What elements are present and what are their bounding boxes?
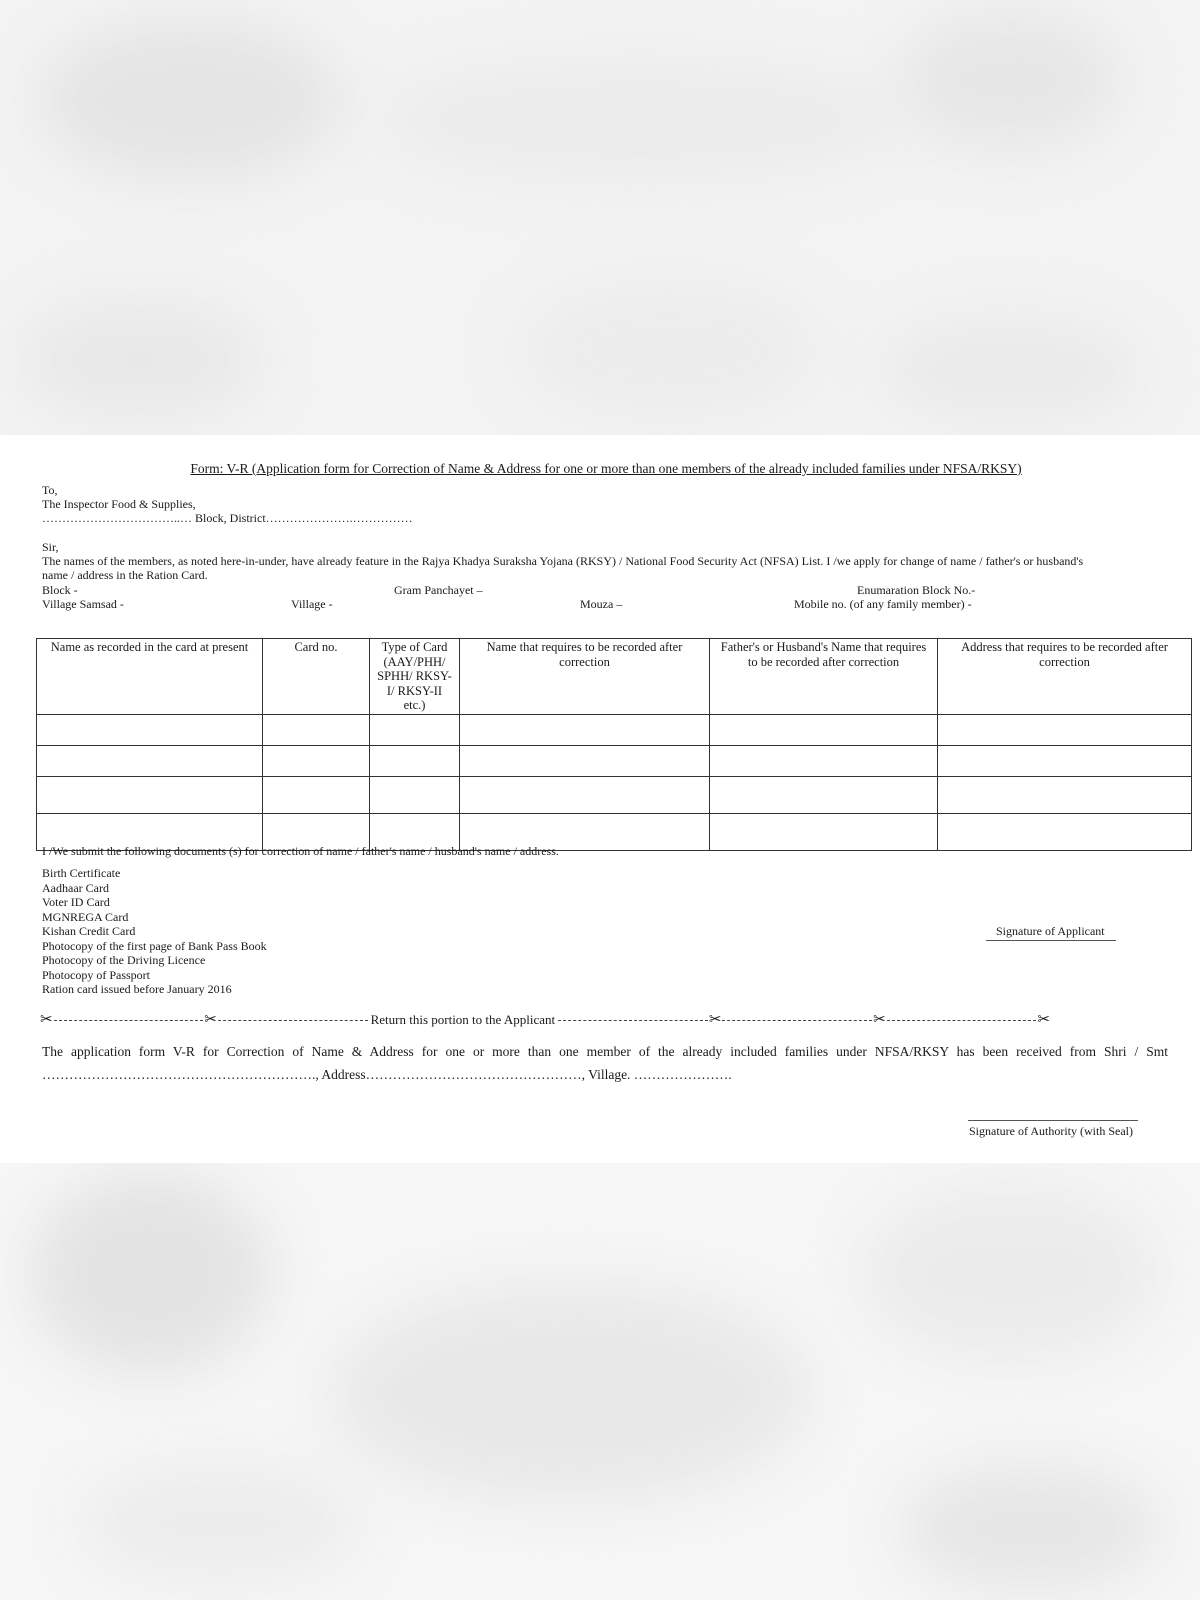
table-cell[interactable] — [710, 745, 938, 776]
cut-line — [40, 1012, 1050, 1028]
table-row — [37, 776, 1192, 813]
signature-applicant-label: Signature of Applicant — [996, 924, 1105, 938]
table-cell[interactable] — [710, 714, 938, 745]
receipt-paragraph — [42, 1040, 1168, 1086]
document-item-mgnrega: MGNREGA Card — [42, 910, 129, 924]
document-item-ration-card: Ration card issued before January 2016 — [42, 982, 232, 996]
blurred-footer-area — [0, 1163, 1200, 1600]
scissors-icon: ✂ — [204, 1012, 217, 1028]
signature-authority-label: Signature of Authority (with Seal) — [969, 1124, 1133, 1138]
table-cell[interactable] — [938, 714, 1192, 745]
field-mouza: Mouza – — [580, 597, 623, 611]
form-page — [0, 435, 1200, 1163]
table-cell[interactable] — [938, 776, 1192, 813]
receipt-line1: The application form V-R for Correction of Name & Address for one or more than one member of the already included families under NFSA/RKSY has been received from Shri / Smt — [42, 1044, 1168, 1059]
table-cell[interactable] — [460, 714, 710, 745]
field-enumeration-block: Enumaration Block No.- — [857, 583, 976, 597]
dashed-divider — [722, 1020, 872, 1021]
dashed-divider — [558, 1020, 708, 1021]
table-header-row — [37, 639, 1192, 715]
table-row — [37, 714, 1192, 745]
table-cell[interactable] — [370, 714, 460, 745]
table-cell[interactable] — [37, 714, 263, 745]
dashed-divider — [887, 1020, 1037, 1021]
table-cell[interactable] — [460, 745, 710, 776]
field-village: Village - — [291, 597, 333, 611]
table-cell[interactable] — [938, 813, 1192, 850]
authority-signature-line — [968, 1120, 1138, 1121]
address-to: To, — [42, 483, 58, 497]
block-district-line: ……………………………..… Block, District………………….…………… — [42, 511, 413, 525]
table-cell[interactable] — [938, 745, 1192, 776]
document-item-passport: Photocopy of Passport — [42, 968, 150, 982]
table-row — [37, 745, 1192, 776]
document-item-kishan-credit: Kishan Credit Card — [42, 924, 136, 938]
scissors-icon: ✂ — [40, 1012, 53, 1028]
table-cell[interactable] — [263, 776, 370, 813]
table-cell[interactable] — [37, 745, 263, 776]
blurred-header-area — [0, 0, 1200, 435]
field-block: Block - — [42, 583, 78, 597]
body-text-line2: name / address in the Ration Card. — [42, 568, 208, 582]
col-header-corrected-name: Name that requires to be recorded after correction — [460, 639, 710, 715]
scissors-icon: ✂ — [1037, 1012, 1050, 1028]
table-cell[interactable] — [370, 745, 460, 776]
field-gram-panchayet: Gram Panchayet – — [394, 583, 483, 597]
table-cell[interactable] — [710, 776, 938, 813]
table-cell[interactable] — [263, 714, 370, 745]
dashed-divider — [54, 1020, 204, 1021]
form-title: Form: V-R (Application form for Correction of Name & Address for one or more than one members of the already included families under NFSA/RKSY) — [190, 461, 1022, 476]
col-header-corrected-address: Address that requires to be recorded after correction — [938, 639, 1192, 715]
field-village-samsad: Village Samsad - — [42, 597, 124, 611]
col-header-name-recorded: Name as recorded in the card at present — [37, 639, 263, 715]
applicant-signature-line — [986, 940, 1116, 941]
documents-intro: I /We submit the following documents (s) for correction of name / father's name / husband's name / address. — [42, 844, 559, 858]
col-header-card-no: Card no. — [263, 639, 370, 715]
document-item-voter-id: Voter ID Card — [42, 895, 110, 909]
document-item-birth-certificate: Birth Certificate — [42, 866, 121, 880]
document-item-driving-licence: Photocopy of the Driving Licence — [42, 953, 206, 967]
members-table — [36, 638, 1192, 851]
document-item-bank-passbook: Photocopy of the first page of Bank Pass Book — [42, 939, 267, 953]
field-mobile: Mobile no. (of any family member) - — [794, 597, 972, 611]
table-cell[interactable] — [710, 813, 938, 850]
dashed-divider — [218, 1020, 368, 1021]
scissors-icon: ✂ — [873, 1012, 886, 1028]
col-header-card-type: Type of Card (AAY/PHH/ SPHH/ RKSY-I/ RKSY-II etc.) — [370, 639, 460, 715]
table-cell[interactable] — [460, 776, 710, 813]
table-cell[interactable] — [263, 745, 370, 776]
body-text-line1: The names of the members, as noted here-in-under, have already feature in the Rajya Khadya Suraksha Yojana (RKSY) / National Food Security Act (NFSA) List. I /we apply for change of name / father's or husband's — [42, 554, 1084, 568]
document-item-aadhaar: Aadhaar Card — [42, 881, 109, 895]
col-header-corrected-father-husband: Father's or Husband's Name that requires to be recorded after correction — [710, 639, 938, 715]
salutation: Sir, — [42, 540, 59, 554]
cut-text: Return this portion to the Applicant — [370, 1012, 556, 1027]
table-cell[interactable] — [37, 776, 263, 813]
receipt-line2: ……………………………………………………., Address…………………………………………, Village. …………………. — [42, 1067, 732, 1082]
scissors-icon: ✂ — [708, 1012, 722, 1028]
addressee: The Inspector Food & Supplies, — [42, 497, 196, 511]
table-cell[interactable] — [370, 776, 460, 813]
